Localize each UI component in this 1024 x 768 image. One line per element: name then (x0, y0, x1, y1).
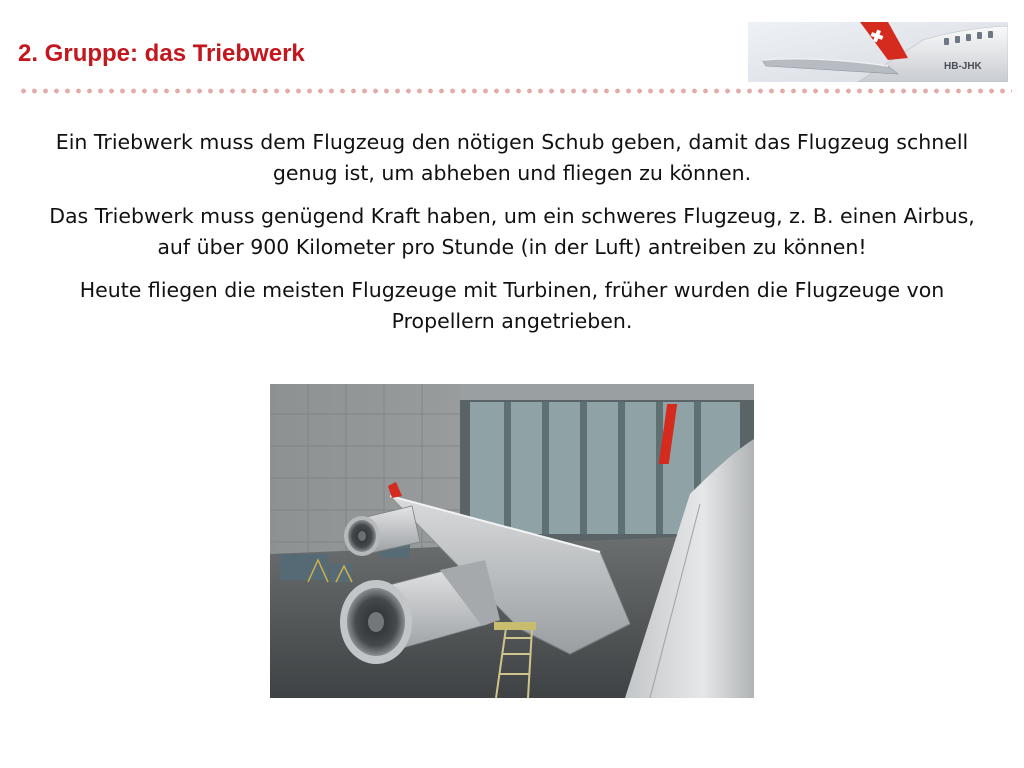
aircraft-registration: HB-JHK (944, 61, 982, 72)
body-text (40, 127, 984, 337)
slide-title: 2. Gruppe: das Triebwerk (18, 40, 305, 67)
aircraft-tail-image (748, 22, 1008, 82)
aircraft-wing-engines-image (270, 384, 754, 698)
header-aircraft-photo (748, 22, 1008, 82)
dotted-divider (18, 88, 1012, 94)
hangar-engine-photo (270, 384, 754, 698)
paragraph-power: Das Triebwerk muss genügend Kraft haben, um ein schweres Flugzeug, z. B. einen Airbus, auf über 900 Kilometer pro Stunde (in der Luft) antreiben zu können! (49, 204, 975, 259)
paragraph-thrust: Ein Triebwerk muss dem Flugzeug den nötigen Schub geben, damit das Flugzeug schnell genug ist, um abheben und fliegen zu können. (55, 130, 969, 185)
paragraph-turbines: Heute fliegen die meisten Flugzeuge mit Turbinen, früher wurden die Flugzeuge von Propellern angetrieben. (79, 278, 945, 333)
